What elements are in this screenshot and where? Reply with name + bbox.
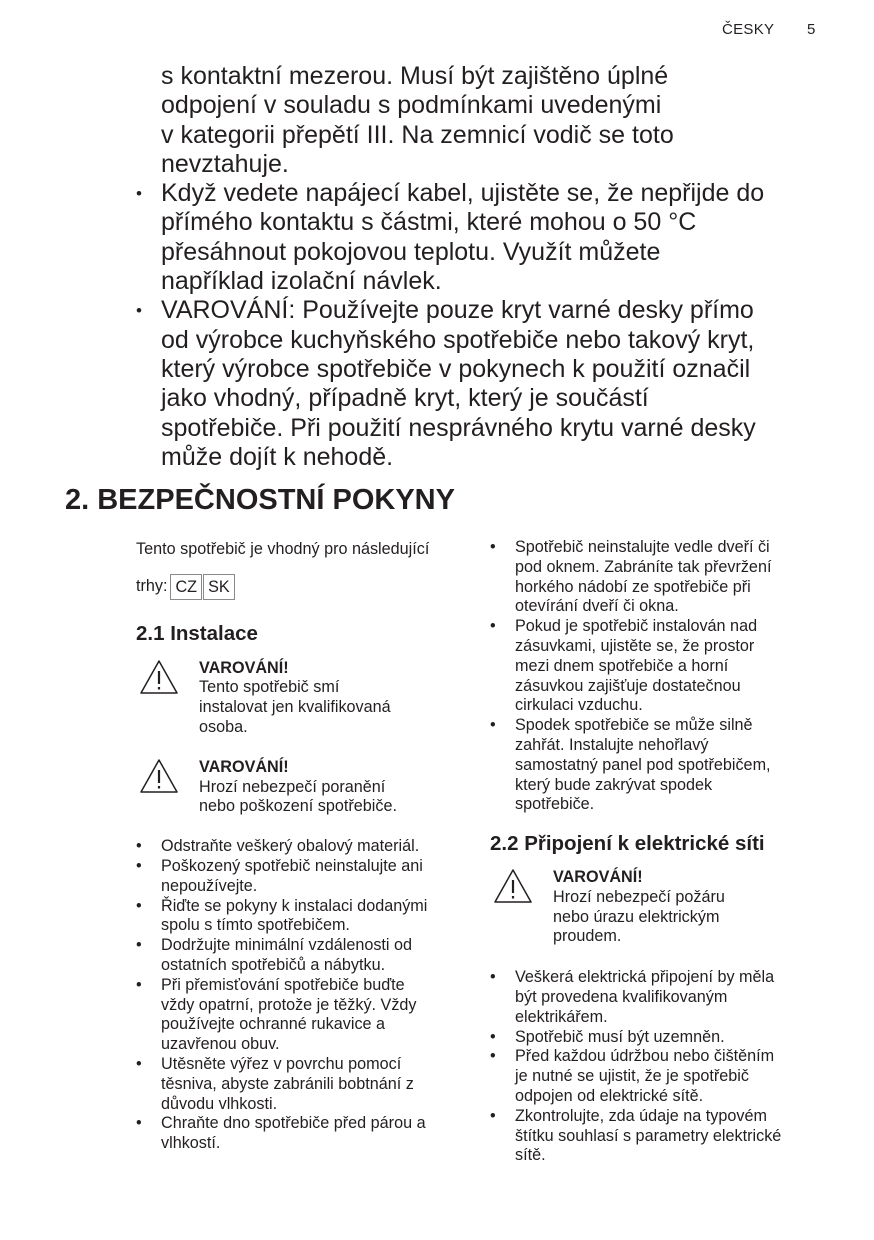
list-item: • Chraňte dno spotřebiče před párou a vlhkostí.	[136, 1114, 466, 1154]
page-number: 5	[807, 21, 816, 38]
list-item: • Utěsněte výřez v povrchu pomocí těsniva, abyste zabránili bobtnání z důvodu vlhkosti.	[136, 1055, 466, 1114]
top-continuation-item: s kontaktní mezerou. Musí být zajištěno úplné odpojení v souladu s podmínkami uvedenými v kategorii přepětí III. Na zemnicí vodič se toto nevztahuje.	[161, 62, 674, 178]
subsection-title-electrical: 2.2 Připojení k elektrické síti	[490, 832, 765, 856]
list-item: • Spotřebič neinstalujte vedle dveří či pod oknem. Zabráníte tak převržení horkého nádobí ze spotřebiče při otevírání dveří či okna.	[490, 538, 826, 617]
list-item: • Poškozený spotřebič neinstalujte ani nepoužívejte.	[136, 857, 466, 897]
warning-title: VAROVÁNÍ!	[553, 867, 643, 886]
list-item: • Řiďte se pokyny k instalaci dodanými spolu s tímto spotřebičem.	[136, 897, 466, 937]
list-item: • Odstraňte veškerý obalový materiál.	[136, 837, 466, 857]
warning-block-qualified: VAROVÁNÍ! Tento spotřebič smí instalovat jen kvalifikovaná osoba.	[136, 659, 466, 738]
right-column	[490, 538, 826, 1166]
market-box-cz: CZ	[170, 574, 202, 600]
market-box-sk: SK	[203, 574, 235, 600]
warning-icon	[136, 758, 181, 817]
list-item: • Spodek spotřebiče se může silně zahřát. Instalujte nehořlavý samostatný panel pod spotřebičem, který bude zakrývat spodek spotřebiče.	[490, 716, 826, 815]
markets-row	[136, 574, 466, 600]
warning-title: VAROVÁNÍ!	[199, 658, 289, 677]
list-item: • Veškerá elektrická připojení by měla být provedena kvalifikovaným elektrikářem.	[490, 968, 826, 1027]
list-item: • Pokud je spotřebič instalován nad zásuvkami, ujistěte se, že prostor mezi dnem spotřebiče a horní zásuvkou zajišťuje dostatečnou cirkulaci vzduchu.	[490, 617, 826, 716]
list-item: • Zkontrolujte, zda údaje na typovém štítku souhlasí s parametry elektrické sítě.	[490, 1107, 826, 1166]
markets-label: trhy:	[136, 576, 168, 595]
subsection-title-instalace: 2.1 Instalace	[136, 621, 258, 645]
installation-bullet-list-continued	[490, 538, 826, 815]
intro-text: Tento spotřebič je vhodný pro následující	[136, 540, 430, 558]
warning-block-electrical: VAROVÁNÍ! Hrozí nebezpečí požáru nebo úrazu elektrickým proudem.	[490, 868, 826, 947]
top-bullet-cover-warning: • VAROVÁNÍ: Používejte pouze kryt varné desky přímo od výrobce kuchyňského spotřebiče nebo takový kryt, který výrobce spotřebiče v pokynech k použití označil jako vhodný, případně kryt, který je součástí spotřebiče. Při použití nesprávného krytu varné desky může dojít k nehodě.	[136, 296, 836, 472]
list-item: • Dodržujte minimální vzdálenosti od ostatních spotřebičů a nábytku.	[136, 936, 466, 976]
top-continuation-list	[136, 62, 836, 472]
warning-title: VAROVÁNÍ!	[199, 757, 289, 776]
language-label: ČESKY	[722, 21, 775, 38]
top-bullet-cable: • Když vedete napájecí kabel, ujistěte se, že nepřijde do přímého kontaktu s částmi, které mohou o 50 °C přesáhnout pokojovou teplotu. Využít můžete například izolační návlek.	[136, 179, 836, 296]
warning-icon	[490, 868, 535, 947]
installation-bullet-list	[136, 837, 466, 1154]
section-title: 2. BEZPEČNOSTNÍ POKYNY	[65, 484, 455, 516]
warning-icon	[136, 659, 181, 738]
warning-block-injury: VAROVÁNÍ! Hrozí nebezpečí poranění nebo poškození spotřebiče.	[136, 758, 466, 817]
electrical-bullet-list	[490, 968, 826, 1166]
list-item: • Při přemisťování spotřebiče buďte vždy opatrní, protože je těžký. Vždy používejte ochranné rukavice a uzavřenou obuv.	[136, 976, 466, 1055]
list-item: • Spotřebič musí být uzemněn.	[490, 1028, 826, 1048]
list-item: • Před každou údržbou nebo čištěním je nutné se ujistit, že je spotřebič odpojen od elektrické sítě.	[490, 1047, 826, 1106]
left-column	[136, 540, 466, 1154]
